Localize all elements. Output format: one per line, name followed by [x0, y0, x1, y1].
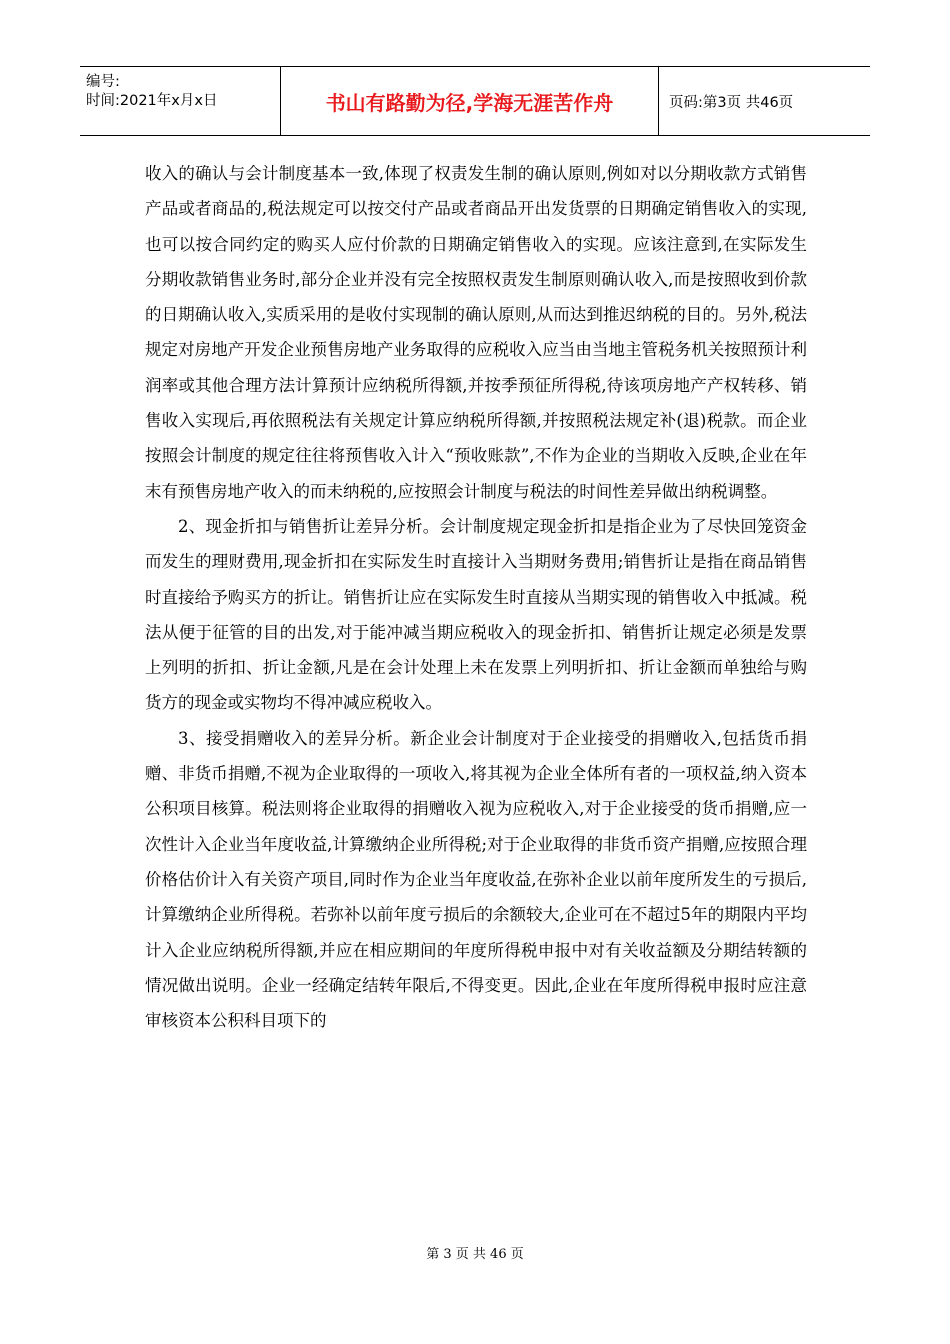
paragraph-continuation: 收入的确认与会计制度基本一致,体现了权责发生制的确认原则,例如对以分期收款方式销售产品或者商品的,税法规定可以按交付产品或者商品开出发货票的日期确定销售收入的实现,也可以按合同约定的购买人应付价款的日期确定销售收入的实现。应该注意到,在实际发生分期收款销售业务时,部分企业并没有完全按照权责发生制原则确认收入,而是按照收到价款的日期确认收入,实质采用的是收付实现制的确认原则,从而达到推迟纳税的目的。另外,税法规定对房地产开发企业预售房地产业务取得的应税收入应当由当地主管税务机关按照预计利润率或其他合理方法计算预计应纳税所得额,并按季预征所得税,待该项房地产产权转移、销售收入实现后,再依照税法有关规定计算应纳税所得额,并按照税法规定补(退)税款。而企业按照会计制度的规定往往将预售收入计入“预收账款”,不作为企业的当期收入反映,企业在年末有预售房地产收入的而未纳税的,应按照会计制度与税法的时间性差异做出纳税调整。	[145, 164, 807, 501]
date-label: 时间:2021年x月x日	[86, 93, 218, 109]
page-info: 页码:第3页 共46页	[669, 94, 794, 111]
page-footer: 第 3 页 共 46 页	[426, 1247, 524, 1262]
header-left-cell	[80, 67, 281, 135]
motto: 书山有路勤为径,学海无涯苦作舟	[281, 67, 659, 135]
paragraph-donation-income: 3、接受捐赠收入的差异分析。新企业会计制度对于企业接受的捐赠收入,包括货币捐赠、非货币捐赠,不视为企业取得的一项收入,将其视为企业全体所有者的一项权益,纳入资本公积项目核算。税法则将企业取得的捐赠收入视为应税收入,对于企业接受的货币捐赠,应一次性计入企业当年度收益,计算缴纳企业所得税;对于企业取得的非货币资产捐赠,应按照合理价格估价计入有关资产项目,同时作为企业当年度收益,在弥补企业以前年度所发生的亏损后,计算缴纳企业所得税。若弥补以前年度亏损后的余额较大,企业可在不超过5年的期限内平均计入企业应纳税所得额,并应在相应期间的年度所得税申报中对有关收益额及分期结转额的情况做出说明。企业一经确定结转年限后,不得变更。因此,企业在年度所得税申报时应注意审核资本公积科目项下的	[145, 728, 807, 1031]
paragraph-cash-discount: 2、现金折扣与销售折让差异分析。会计制度规定现金折扣是指企业为了尽快回笼资金而发生的理财费用,现金折扣在实际发生时直接计入当期财务费用;销售折让是指在商品销售时直接给予购买方的折让。销售折让应在实际发生时直接从当期实现的销售收入中抵减。税法从便于征管的目的出发,对于能冲减当期应税收入的现金折扣、销售折让规定必须是发票上列明的折扣、折让金额,凡是在会计处理上未在发票上列明折扣、折让金额而单独给与购货方的现金或实物均不得冲减应税收入。	[145, 516, 807, 713]
document-body	[145, 156, 807, 1038]
number-label: 编号:	[86, 74, 120, 90]
page-header	[80, 66, 870, 136]
